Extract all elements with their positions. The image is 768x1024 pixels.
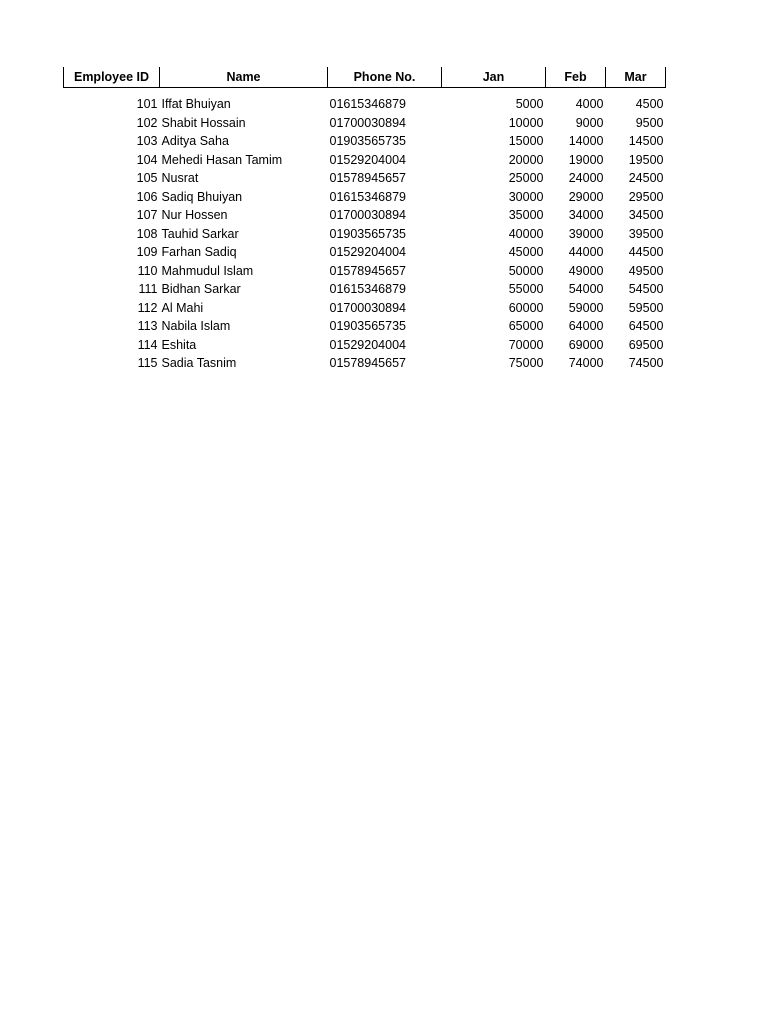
cell-phone: 01578945657 <box>329 356 406 371</box>
cell-employee-id: 113 <box>137 319 158 334</box>
cell-feb: 64000 <box>568 319 604 334</box>
table-row <box>64 151 666 170</box>
header-gap <box>64 88 666 96</box>
cell-phone: 01529204004 <box>329 245 406 260</box>
table-row <box>64 132 666 151</box>
cell-employee-id: 108 <box>136 226 158 241</box>
cell-employee-id: 112 <box>137 300 158 315</box>
header-phone: Phone No. <box>328 67 442 88</box>
cell-mar: 69500 <box>628 337 664 352</box>
cell-jan: 10000 <box>508 115 544 130</box>
cell-feb: 34000 <box>568 208 604 223</box>
cell-employee-id: 115 <box>137 356 158 371</box>
table-row <box>64 95 666 114</box>
table-row <box>64 114 666 133</box>
cell-jan: 5000 <box>515 97 544 112</box>
header-name: Name <box>160 67 328 88</box>
cell-jan: 35000 <box>508 208 544 223</box>
table-row <box>64 354 666 373</box>
cell-feb: 44000 <box>568 245 604 260</box>
cell-mar: 74500 <box>628 356 664 371</box>
cell-jan: 15000 <box>508 134 544 149</box>
cell-name: Sadiq Bhuiyan <box>161 189 243 204</box>
cell-jan: 25000 <box>508 171 544 186</box>
cell-jan: 30000 <box>508 189 544 204</box>
table-row <box>64 188 666 207</box>
cell-phone: 01903565735 <box>329 226 406 241</box>
cell-phone: 01615346879 <box>329 189 406 204</box>
cell-phone: 01700030894 <box>329 115 406 130</box>
cell-phone: 01578945657 <box>329 171 406 186</box>
cell-feb: 29000 <box>568 189 604 204</box>
cell-employee-id: 106 <box>136 189 158 204</box>
cell-employee-id: 107 <box>136 208 158 223</box>
cell-jan: 55000 <box>508 282 544 297</box>
cell-jan: 65000 <box>508 319 544 334</box>
cell-feb: 39000 <box>568 226 604 241</box>
table-row <box>64 225 666 244</box>
cell-mar: 49500 <box>628 263 664 278</box>
cell-mar: 19500 <box>628 152 664 167</box>
header-feb: Feb <box>546 67 606 88</box>
cell-mar: 24500 <box>628 171 664 186</box>
header-jan: Jan <box>442 67 546 88</box>
cell-mar: 44500 <box>628 245 664 260</box>
table-body <box>64 88 666 373</box>
cell-feb: 74000 <box>568 356 604 371</box>
employee-table <box>63 67 666 373</box>
table-row <box>64 317 666 336</box>
header-mar: Mar <box>606 67 666 88</box>
cell-feb: 49000 <box>568 263 604 278</box>
cell-name: Mehedi Hasan Tamim <box>161 152 283 167</box>
cell-name: Bidhan Sarkar <box>161 282 241 297</box>
cell-jan: 60000 <box>508 300 544 315</box>
cell-feb: 24000 <box>568 171 604 186</box>
cell-mar: 54500 <box>628 282 664 297</box>
header-employee-id: Employee ID <box>64 67 160 88</box>
cell-phone: 01615346879 <box>329 97 406 112</box>
cell-employee-id: 110 <box>137 263 158 278</box>
cell-employee-id: 104 <box>136 152 158 167</box>
cell-phone: 01615346879 <box>329 282 406 297</box>
cell-name: Eshita <box>161 337 197 352</box>
table-row <box>64 280 666 299</box>
cell-mar: 34500 <box>628 208 664 223</box>
cell-employee-id: 103 <box>136 134 158 149</box>
cell-employee-id: 101 <box>136 97 158 112</box>
cell-name: Nusrat <box>161 171 199 186</box>
cell-name: Nur Hossen <box>161 208 228 223</box>
cell-feb: 4000 <box>575 97 604 112</box>
cell-name: Al Mahi <box>161 300 204 315</box>
table-header <box>64 67 666 88</box>
cell-name: Tauhid Sarkar <box>161 226 239 241</box>
cell-mar: 59500 <box>628 300 664 315</box>
cell-mar: 4500 <box>635 97 664 112</box>
cell-phone: 01903565735 <box>329 134 406 149</box>
cell-employee-id: 111 <box>138 282 158 297</box>
cell-feb: 9000 <box>575 115 604 130</box>
cell-feb: 19000 <box>568 152 604 167</box>
cell-phone: 01529204004 <box>329 152 406 167</box>
cell-employee-id: 114 <box>137 337 158 352</box>
cell-mar: 64500 <box>628 319 664 334</box>
cell-name: Iffat Bhuiyan <box>161 97 231 112</box>
table-row <box>64 336 666 355</box>
cell-mar: 29500 <box>628 189 664 204</box>
cell-employee-id: 105 <box>136 171 158 186</box>
cell-name: Sadia Tasnim <box>161 356 237 371</box>
cell-phone: 01578945657 <box>329 263 406 278</box>
table-row <box>64 262 666 281</box>
table-row <box>64 206 666 225</box>
cell-phone: 01903565735 <box>329 319 406 334</box>
cell-feb: 59000 <box>568 300 604 315</box>
table-row <box>64 169 666 188</box>
table-row <box>64 299 666 318</box>
cell-feb: 54000 <box>568 282 604 297</box>
cell-name: Shabit Hossain <box>161 115 246 130</box>
cell-jan: 45000 <box>508 245 544 260</box>
cell-employee-id: 102 <box>136 115 158 130</box>
cell-name: Nabila Islam <box>161 319 231 334</box>
cell-mar: 9500 <box>635 115 664 130</box>
cell-phone: 01529204004 <box>329 337 406 352</box>
cell-employee-id: 109 <box>136 245 158 260</box>
cell-jan: 75000 <box>508 356 544 371</box>
cell-mar: 39500 <box>628 226 664 241</box>
cell-jan: 70000 <box>508 337 544 352</box>
table-row <box>64 243 666 262</box>
cell-jan: 50000 <box>508 263 544 278</box>
cell-name: Aditya Saha <box>161 134 229 149</box>
cell-feb: 69000 <box>568 337 604 352</box>
cell-phone: 01700030894 <box>329 300 406 315</box>
header-row <box>64 67 666 88</box>
cell-name: Farhan Sadiq <box>161 245 237 260</box>
cell-mar: 14500 <box>628 134 664 149</box>
cell-feb: 14000 <box>568 134 604 149</box>
cell-jan: 20000 <box>508 152 544 167</box>
cell-phone: 01700030894 <box>329 208 406 223</box>
cell-name: Mahmudul Islam <box>161 263 254 278</box>
cell-jan: 40000 <box>508 226 544 241</box>
